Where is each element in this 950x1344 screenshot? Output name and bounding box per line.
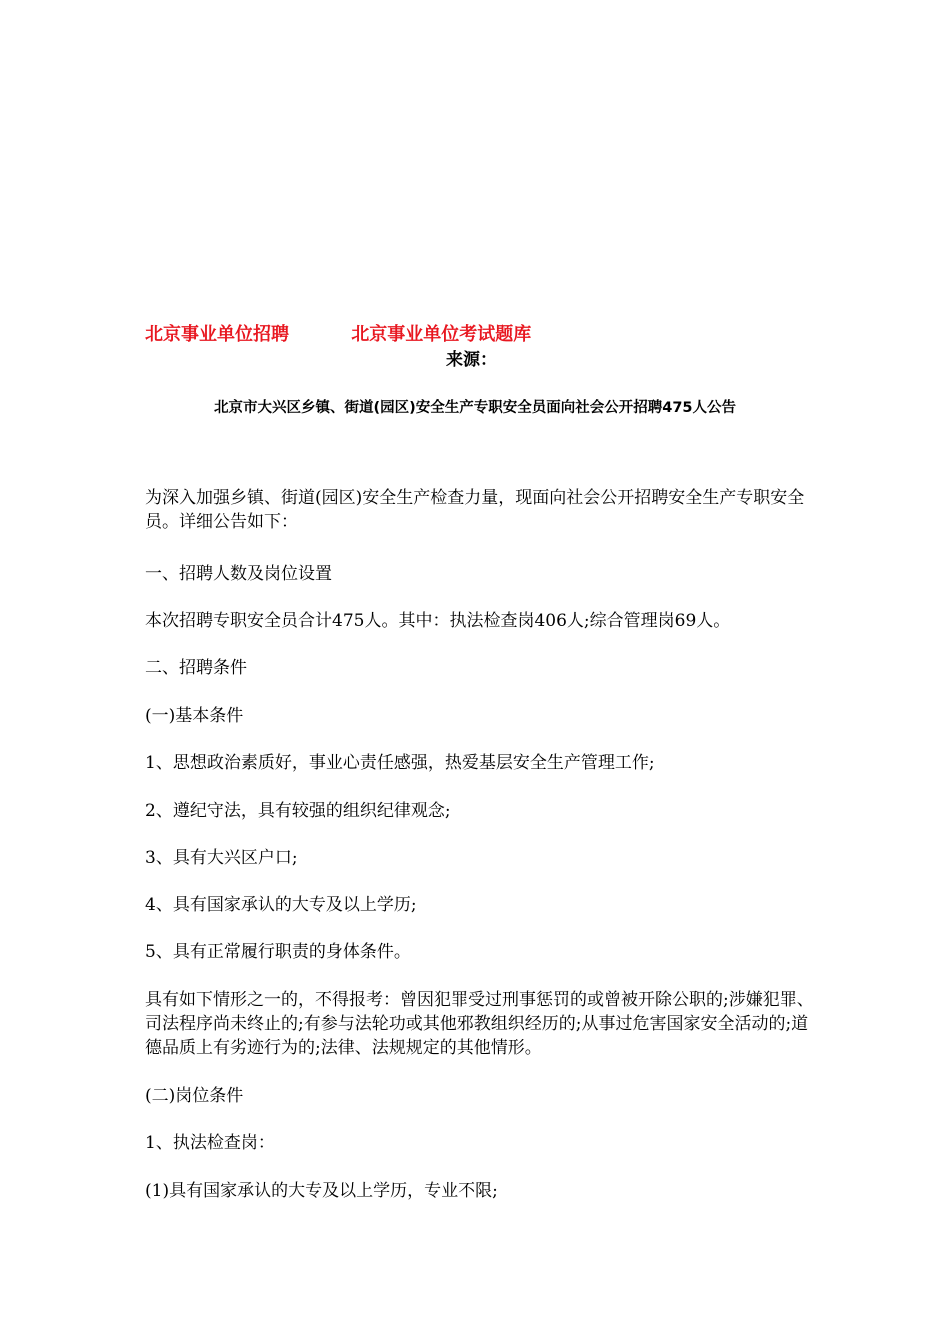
paragraph-intro: 为深入加强乡镇、街道(园区)安全生产检查力量，现面向社会公开招聘安全生产专职安全员。详细公告如下： xyxy=(145,488,805,532)
list-item: 5、具有正常履行职责的身体条件。 xyxy=(145,942,411,962)
list-item: 1、思想政治素质好，事业心责任感强，热爱基层安全生产管理工作; xyxy=(145,753,655,773)
list-item: 4、具有国家承认的大专及以上学历; xyxy=(145,895,417,915)
paragraph-exclusions: 具有如下情形之一的，不得报考：曾因犯罪受过刑事惩罚的或曾被开除公职的;涉嫌犯罪、司法程序尚未终止的;有参与法轮功或其他邪教组织经历的;从事过危害国家安全活动的;道德品质上有劣迹行为的;法律、法规规定的其他情形。 xyxy=(145,990,814,1058)
list-item: (1)具有国家承认的大专及以上学历，专业不限; xyxy=(145,1181,498,1201)
subsection-heading: (一)基本条件 xyxy=(145,706,244,726)
subsection-heading: (二)岗位条件 xyxy=(145,1086,244,1106)
article-title: 北京市大兴区乡镇、街道(园区)安全生产专职安全员面向社会公开招聘475人公告 xyxy=(213,400,737,416)
list-item: 2、遵纪守法，具有较强的组织纪律观念; xyxy=(145,801,451,821)
section-heading: 一、招聘人数及岗位设置 xyxy=(145,564,332,584)
list-item: 1、执法检查岗： xyxy=(145,1133,275,1153)
list-item: 3、具有大兴区户口; xyxy=(145,848,298,868)
source-label: 来源： xyxy=(446,350,497,370)
paragraph: 本次招聘专职安全员合计475人。其中：执法检查岗406人;综合管理岗69人。 xyxy=(145,611,731,631)
header-links xyxy=(145,323,531,347)
link-question-bank[interactable]: 北京事业单位考试题库 xyxy=(351,324,532,345)
link-recruitment[interactable]: 北京事业单位招聘 xyxy=(145,324,289,345)
section-heading: 二、招聘条件 xyxy=(145,658,247,678)
